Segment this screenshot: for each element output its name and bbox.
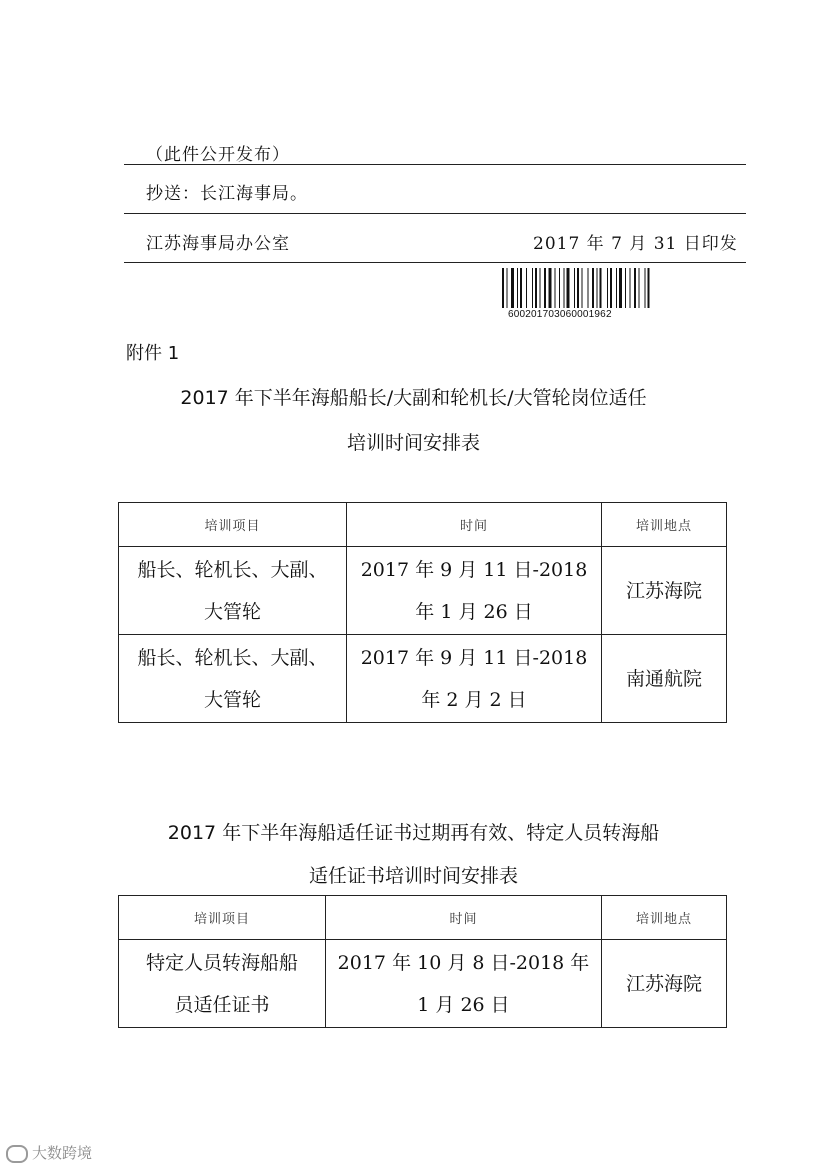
header-time: 时间: [347, 503, 602, 547]
cc-line: 抄送：长江海事局。: [146, 184, 308, 204]
cell-item: [119, 547, 347, 635]
cell-time-line1: 2017 年 9 月 11 日-2018: [360, 558, 588, 581]
cell-time-line2: 1 月 26 日: [417, 993, 510, 1016]
header-place: 培训地点: [602, 503, 727, 547]
divider-3: [124, 262, 746, 263]
header-place: 培训地点: [602, 896, 727, 940]
issuing-office: 江苏海事局办公室: [146, 234, 290, 254]
barcode-image: [502, 268, 690, 308]
header-item: 培训项目: [119, 896, 326, 940]
cell-place: 江苏海院: [602, 547, 727, 635]
header-time: 时间: [326, 896, 602, 940]
barcode-number: 600201703060001962: [508, 309, 612, 320]
table-row: [119, 547, 727, 635]
cell-item: [119, 635, 347, 723]
cell-item-line1: 船长、轮机长、大副、: [137, 558, 328, 581]
cell-place: 南通航院: [602, 635, 727, 723]
cell-item: [119, 940, 326, 1028]
header-item: 培训项目: [119, 503, 347, 547]
table-header-row: [119, 503, 727, 547]
table2-title-line2: 适任证书培训时间安排表: [308, 865, 518, 887]
training-schedule-table-1: [118, 502, 727, 723]
watermark-icon: [6, 1145, 28, 1163]
table1-title-line1: 2017 年下半年海船船长/大副和轮机长/大管轮岗位适任: [180, 387, 647, 409]
cell-time-line2: 年 1 月 26 日: [415, 600, 533, 623]
divider-2: [124, 213, 746, 214]
table-header-row: [119, 896, 727, 940]
cell-time: [347, 547, 602, 635]
cell-item-line2: 员适任证书: [174, 993, 270, 1016]
cell-time-line2: 年 2 月 2 日: [421, 688, 527, 711]
issue-date: 2017 年 7 月 31 日印发: [533, 234, 738, 254]
cell-item-line1: 特定人员转海船船: [145, 951, 298, 974]
cell-time-line1: 2017 年 9 月 11 日-2018: [360, 646, 588, 669]
cell-item-line1: 船长、轮机长、大副、: [137, 646, 328, 669]
table2-title-line1: 2017 年下半年海船适任证书过期再有效、特定人员转海船: [167, 822, 660, 844]
table-row: [119, 635, 727, 723]
table-row: [119, 940, 727, 1028]
attachment-label: 附件 1: [126, 343, 180, 364]
cell-time: [326, 940, 602, 1028]
cell-item-line2: 大管轮: [203, 600, 261, 623]
cell-item-line2: 大管轮: [203, 688, 261, 711]
cell-place: 江苏海院: [602, 940, 727, 1028]
table1-title-line2: 培训时间安排表: [346, 432, 480, 454]
divider-1: [124, 164, 746, 165]
public-release-note: （此件公开发布）: [146, 145, 290, 165]
cell-time: [347, 635, 602, 723]
watermark-text: 大数跨境: [32, 1144, 93, 1162]
cell-time-line1: 2017 年 10 月 8 日-2018 年: [337, 951, 590, 974]
training-schedule-table-2: [118, 895, 727, 1028]
watermark-logo: [6, 1142, 92, 1163]
